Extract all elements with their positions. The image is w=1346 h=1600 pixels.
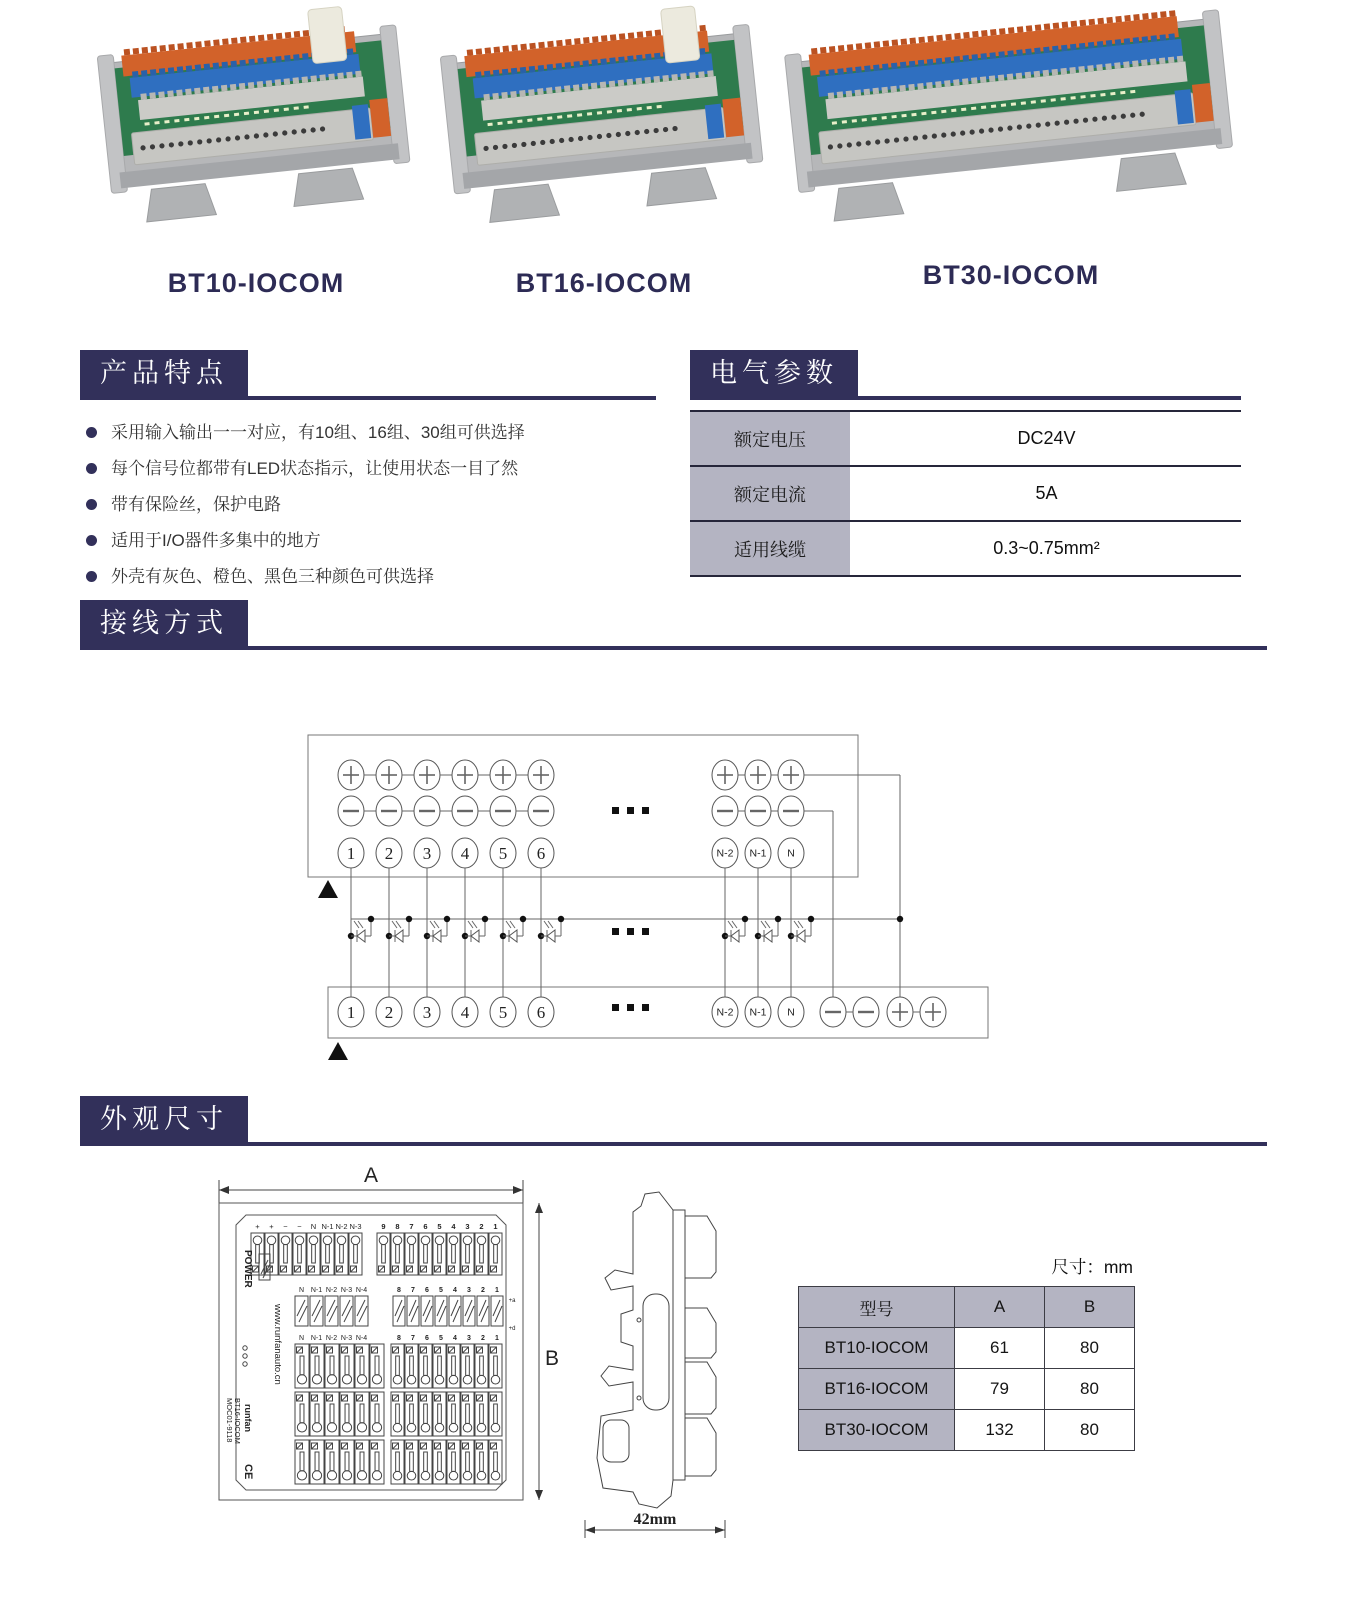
param-value: DC24V — [1017, 428, 1076, 448]
svg-text:N-2: N-2 — [716, 847, 734, 860]
feature-item — [86, 420, 676, 445]
svg-text:8: 8 — [397, 1287, 401, 1294]
param-label: 额定电压 — [690, 412, 852, 465]
bullet-icon — [86, 571, 97, 582]
svg-text:2: 2 — [481, 1287, 485, 1294]
section-title-text: 电气参数 — [710, 358, 838, 388]
product-photo — [449, 12, 759, 262]
svg-text:4: 4 — [453, 1287, 457, 1294]
bullet-icon — [86, 463, 97, 474]
svg-text:5: 5 — [439, 1335, 443, 1342]
param-value: 5A — [1035, 483, 1058, 503]
svg-text:N-1: N-1 — [321, 1222, 334, 1231]
svg-text:+a: +a — [508, 1298, 516, 1304]
dims-table-header: B — [1045, 1287, 1135, 1328]
dims-table-row — [799, 1328, 1135, 1369]
svg-text:2: 2 — [479, 1222, 484, 1231]
product-gallery — [0, 0, 1346, 330]
section-title-electrical — [690, 350, 858, 396]
feature-item — [86, 456, 676, 481]
dim-value-cell: 80 — [1045, 1328, 1135, 1369]
svg-text:+: + — [269, 1222, 274, 1231]
section-title-features — [80, 350, 248, 396]
svg-text:2: 2 — [481, 1335, 485, 1342]
electrical-row — [690, 412, 1241, 467]
feature-text: 外壳有灰色、橙色、黑色三种颜色可供选择 — [111, 567, 434, 586]
svg-text:6: 6 — [423, 1222, 428, 1231]
svg-text:N-3: N-3 — [340, 1335, 353, 1342]
svg-text:8: 8 — [395, 1222, 400, 1231]
wiring-diagram — [288, 692, 1158, 1077]
svg-text:1: 1 — [346, 1003, 356, 1022]
svg-text:7: 7 — [411, 1335, 415, 1342]
svg-text:6: 6 — [536, 844, 546, 863]
svg-text:5: 5 — [437, 1222, 442, 1231]
section-title-text: 接线方式 — [100, 608, 228, 638]
electrical-row — [690, 522, 1241, 577]
feature-text: 每个信号位都带有LED状态指示，让使用状态一目了然 — [111, 459, 519, 478]
section-dimensions — [80, 1096, 248, 1142]
svg-text:−: − — [297, 1222, 302, 1231]
product-name: BT10-IOCOM — [167, 268, 345, 298]
svg-text:N: N — [787, 847, 795, 860]
svg-text:BT16-IOCOM: BT16-IOCOM — [233, 1398, 242, 1444]
svg-text:N-2: N-2 — [325, 1287, 338, 1294]
svg-text:3: 3 — [467, 1335, 471, 1342]
electrical-table — [690, 410, 1241, 577]
model-cell: BT10-IOCOM — [799, 1328, 955, 1369]
svg-text:1: 1 — [346, 844, 356, 863]
svg-text:N: N — [298, 1287, 305, 1294]
svg-text:runfan: runfan — [243, 1404, 253, 1432]
svg-text:3: 3 — [467, 1287, 471, 1294]
svg-text:7: 7 — [411, 1287, 415, 1294]
svg-text:N-2: N-2 — [325, 1335, 338, 1342]
unit-label: 尺寸：mm — [1051, 1257, 1133, 1277]
svg-text:www.runfanauto.cn: www.runfanauto.cn — [272, 1304, 283, 1385]
svg-text:6: 6 — [425, 1287, 429, 1294]
svg-text:+: + — [255, 1222, 260, 1231]
svg-text:42mm: 42mm — [633, 1511, 677, 1528]
product-name: BT30-IOCOM — [922, 260, 1100, 290]
svg-text:5: 5 — [498, 844, 508, 863]
svg-text:N-2: N-2 — [716, 1006, 734, 1019]
svg-text:1: 1 — [495, 1335, 499, 1342]
svg-text:6: 6 — [425, 1335, 429, 1342]
svg-text:N-2: N-2 — [335, 1222, 348, 1231]
feature-text: 采用输入输出一一对应，有10组、16组、30组可供选择 — [111, 423, 525, 442]
section-underline — [80, 1142, 1267, 1146]
svg-text:N: N — [310, 1222, 317, 1231]
section-features — [80, 350, 248, 396]
dimensions-table — [798, 1286, 1135, 1451]
dims-table-header-row — [799, 1287, 1135, 1328]
svg-text:1: 1 — [493, 1222, 498, 1231]
svg-text:3: 3 — [422, 844, 432, 863]
dim-value-cell: 80 — [1045, 1369, 1135, 1410]
feature-text: 带有保险丝，保护电路 — [111, 495, 281, 514]
param-label: 额定电流 — [690, 467, 852, 520]
product-figure — [443, 12, 765, 299]
svg-text:N-4: N-4 — [355, 1335, 368, 1342]
section-wiring — [80, 600, 248, 646]
svg-text:4: 4 — [451, 1222, 456, 1231]
svg-text:N-1: N-1 — [749, 847, 767, 860]
svg-text:5: 5 — [498, 1003, 508, 1022]
svg-text:N-1: N-1 — [310, 1287, 323, 1294]
svg-text:N-1: N-1 — [749, 1006, 767, 1019]
svg-text:3: 3 — [422, 1003, 432, 1022]
param-value: 0.3~0.75mm² — [993, 538, 1100, 558]
section-title-dimensions — [80, 1096, 248, 1142]
bullet-icon — [86, 535, 97, 546]
svg-text:4: 4 — [453, 1335, 457, 1342]
feature-text: 适用于I/O器件多集中的地方 — [111, 531, 321, 550]
dims-table-row — [799, 1369, 1135, 1410]
dim-value-cell: 79 — [955, 1369, 1045, 1410]
feature-list — [86, 420, 676, 600]
svg-text:B: B — [544, 1347, 560, 1370]
section-title-wiring — [80, 600, 248, 646]
electrical-row — [690, 467, 1241, 522]
svg-text:N: N — [787, 1006, 795, 1019]
feature-item — [86, 564, 676, 589]
svg-text:N-1: N-1 — [310, 1335, 323, 1342]
product-photo — [106, 12, 406, 262]
dimension-top-view — [205, 1158, 565, 1578]
svg-text:4: 4 — [460, 844, 470, 863]
svg-text:2: 2 — [384, 1003, 394, 1022]
svg-text:CE: CE — [242, 1464, 254, 1480]
svg-text:N-4: N-4 — [355, 1287, 368, 1294]
svg-text:POWER: POWER — [242, 1250, 253, 1288]
product-figure — [100, 12, 412, 299]
svg-text:2: 2 — [384, 844, 394, 863]
svg-text:MOC01-9118: MOC01-9118 — [225, 1398, 234, 1443]
svg-text:+d: +d — [508, 1326, 516, 1332]
param-label: 适用线缆 — [690, 522, 852, 575]
bullet-icon — [86, 499, 97, 510]
product-photo — [793, 4, 1229, 254]
feature-item — [86, 492, 676, 517]
model-cell: BT30-IOCOM — [799, 1410, 955, 1451]
dimension-side-view — [545, 1158, 780, 1578]
svg-text:−: − — [283, 1222, 288, 1231]
svg-text:6: 6 — [536, 1003, 546, 1022]
svg-text:9: 9 — [381, 1222, 386, 1231]
section-underline — [80, 396, 656, 400]
svg-text:N-3: N-3 — [349, 1222, 362, 1231]
svg-text:N: N — [298, 1335, 305, 1342]
product-name: BT16-IOCOM — [515, 268, 693, 298]
dims-table-header: 型号 — [799, 1287, 955, 1328]
dims-table-header: A — [955, 1287, 1045, 1328]
section-electrical — [690, 350, 858, 396]
dim-value-cell: 132 — [955, 1410, 1045, 1451]
section-title-text: 外观尺寸 — [100, 1104, 228, 1134]
dim-value-cell: 61 — [955, 1328, 1045, 1369]
product-figure — [786, 4, 1236, 291]
section-underline — [690, 396, 1241, 400]
svg-text:N-3: N-3 — [340, 1287, 353, 1294]
dim-value-cell: 80 — [1045, 1410, 1135, 1451]
svg-text:8: 8 — [397, 1335, 401, 1342]
svg-text:5: 5 — [439, 1287, 443, 1294]
svg-text:4: 4 — [460, 1003, 470, 1022]
section-title-text: 产品特点 — [100, 358, 228, 388]
feature-item — [86, 528, 676, 553]
svg-text:7: 7 — [409, 1222, 414, 1231]
section-underline — [80, 646, 1267, 650]
dims-table-row — [799, 1410, 1135, 1451]
svg-text:A: A — [363, 1164, 379, 1187]
svg-text:3: 3 — [465, 1222, 470, 1231]
model-cell: BT16-IOCOM — [799, 1369, 955, 1410]
bullet-icon — [86, 427, 97, 438]
svg-text:1: 1 — [495, 1287, 499, 1294]
